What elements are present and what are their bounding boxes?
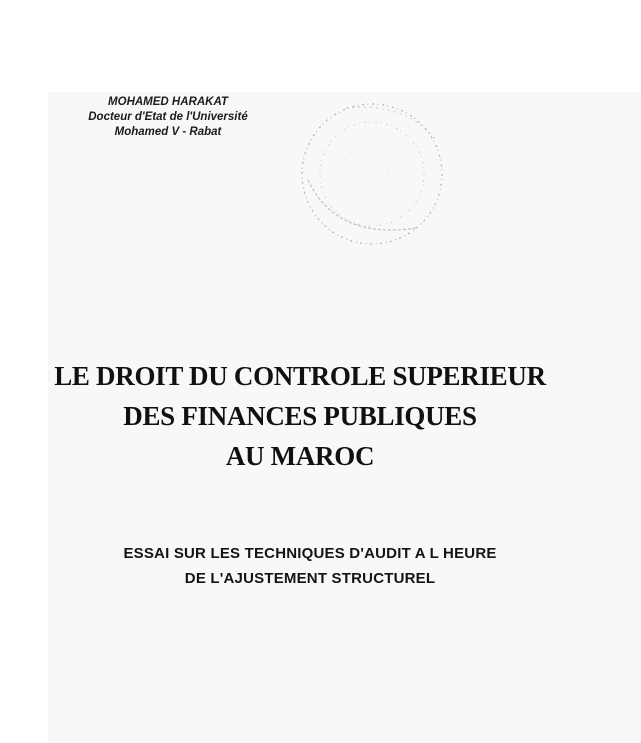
faded-stamp-seal — [296, 100, 448, 248]
title-line-2: DES FINANCES PUBLIQUES — [123, 401, 477, 431]
subtitle-line-2: DE L'AJUSTEMENT STRUCTUREL — [184, 570, 436, 587]
author-name: MOHAMED HARAKAT — [108, 96, 228, 108]
author-title: Docteur d'Etat de l'Université — [88, 111, 248, 123]
author-block — [58, 95, 278, 140]
title-line-1: LE DROIT DU CONTROLE SUPERIEUR — [54, 361, 546, 391]
subtitle-line-1: ESSAI SUR LES TECHNIQUES D'AUDIT A L HEURE — [123, 545, 497, 562]
book-subtitle — [40, 541, 580, 591]
book-title — [30, 356, 570, 476]
title-line-3: AU MAROC — [225, 441, 375, 471]
author-institution: Mohamed V - Rabat — [114, 126, 222, 138]
